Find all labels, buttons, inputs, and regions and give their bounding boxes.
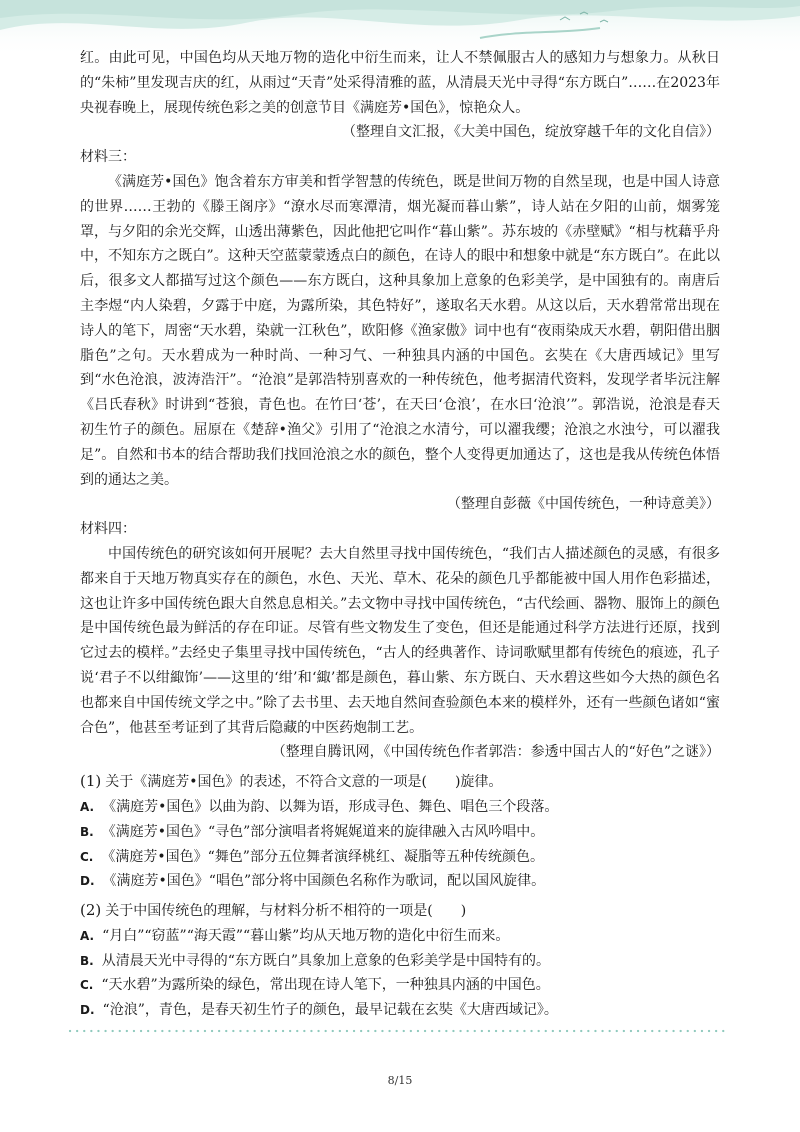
question-2-number: (2)	[80, 901, 102, 920]
material-3-text: 《满庭芳•国色》饱含着东方审美和哲学智慧的传统色，既是世间万物的自然呈现，也是中国人诗意的世界……王勃的《滕王阁序》“潦水尽而寒潭清，烟光凝而暮山紫”，诗人站在夕阳的山前，烟雾笼罩，与夕阳的余光交辉，山透出薄紫色，因此他把它叫作“暮山紫”。苏东坡的《赤壁赋》“相与枕藉乎舟中，不知东方之既白”。这种天空蓝蒙蒙透点白的颜色，在诗人的眼中和想象中就是“东方既白”。在此以后，很多文人都描写过这个颜色——东方既白，这种具象加上意象的色彩美学，是中国独有的。南唐后主李煜“内人染碧，夕露于中庭，为露所染，其色特好”，遂取名天水碧。从这以后，天水碧常常出现在诗人的笔下，周密“天水碧，染就一江秋色”，欧阳修《渔家傲》词中也有“夜雨染成天水碧，朝阳借出胭脂色”之句。天水碧成为一种时尚、一种习气、一种独具内涵的中国色。玄奘在《大唐西域记》里写到“水色沧浪，波涛浩汗”。“沧浪”是郭浩特别喜欢的一种传统色，他考据清代资料，发现学者毕沅注解《吕氏春秋》时讲到“苍狼，青色也。在竹曰‘苍’，在天曰‘仓浪’，在水曰‘沧浪’”。郭浩说，沧浪是春天初生竹子的颜色。屈原在《楚辞•渔父》引用了“沧浪之水清兮，可以濯我缨；沧浪之水浊兮，可以濯我足”。自然和书本的结合帮助我们找回沧浪之水的颜色，整个人变得更加通达了，这也是我从传统色体悟到的通达之美。	[80, 173, 720, 488]
question-1-option-b: B. 《满庭芳•国色》“寻色”部分演唱者将娓娓道来的旋律融入古风吟唱中。	[80, 823, 545, 840]
material-4-label: 材料四：	[80, 521, 136, 538]
footer-dotted-divider	[68, 1029, 732, 1033]
question-2-option-a: A. “月白”“窃蓝”“海天霞”“暮山紫”均从天地万物的造化中衍生而来。	[80, 927, 510, 944]
question-2-option-c: C. “天水碧”为露所染的绿色，常出现在诗人笔下，一种独具内涵的中国色。	[80, 977, 550, 994]
source-citation-2: （整理自彭薇《中国传统色，一种诗意美》）	[447, 496, 720, 513]
source-citation-3: （整理自腾讯网，《中国传统色作者郭浩：参透中国古人的“好色”之谜》）	[271, 744, 720, 761]
question-2-option-b: B. 从清晨天光中寻得的“东方既白”具象加上意象的色彩美学是中国特有的。	[80, 952, 551, 969]
question-1-stem: (1) 关于《满庭芳•国色》的表述，不符合文意的一项是( )旋律。	[80, 772, 503, 791]
document-body	[80, 46, 720, 1023]
question-2-stem: (2) 关于中国传统色的理解，与材料分析不相符的一项是( )	[80, 901, 467, 920]
question-1-number: (1)	[80, 772, 102, 791]
material-4-text: 中国传统色的研究该如何开展呢？去大自然里寻找中国传统色，“我们古人描述颜色的灵感，有很多都来自于天地万物真实存在的颜色，水色、天光、草木、花朵的颜色几乎都能被中国人用作色彩描述，这也让许多中国传统色跟大自然息息相关。”去文物中寻找中国传统色，“古代绘画、器物、服饰上的颜色是中国传统色最为鲜活的存在印证。尽管有些文物发生了变色，但还是能通过科学方法进行还原，找到它过去的模样。”去经史子集里寻找中国传统色，“古人的经典著作、诗词歌赋里都有传统色的痕迹，孔子说‘君子不以绀緅饰’——这里的‘绀’和‘緅’都是颜色，暮山紫、东方既白、天水碧这些如今大热的颜色名也都来自中国传统文学之中。”除了去书里、去天地自然间查验颜色本来的模样外，还有一些颜色诸如“蜜合色”，他甚至考证到了其背后隐藏的中医药炮制工艺。	[80, 545, 720, 736]
source-citation-1: （整理自文汇报，《大美中国色，绽放穿越千年的文化自信》）	[342, 124, 720, 141]
question-1-option-a: A. 《满庭芳•国色》以曲为韵、以舞为语，形成寻色、舞色、唱色三个段落。	[80, 798, 559, 815]
intro-paragraph: 红。由此可见，中国色均从天地万物的造化中衍生而来，让人不禁佩服古人的感知力与想象力。从秋日的“朱柿”里发现吉庆的红，从雨过“天青”处采得清雅的蓝，从清晨天光中寻得“东方既白”……在2023年央视春晚上，展现传统色彩之美的创意节目《满庭芳•国色》，惊艳众人。	[80, 50, 720, 116]
question-2-option-d: D. “沧浪”，青色，是春天初生竹子的颜色，最早记载在玄奘《大唐西域记》。	[80, 1002, 558, 1019]
material-3-label: 材料三：	[80, 149, 136, 166]
page-number: 8/15	[387, 1074, 413, 1087]
question-1-option-c: C. 《满庭芳•国色》“舞色”部分五位舞者演绎桃红、凝脂等五种传统颜色。	[80, 848, 544, 865]
question-1-option-d: D. 《满庭芳•国色》“唱色”部分将中国颜色名称作为歌词，配以国风旋律。	[80, 873, 546, 890]
